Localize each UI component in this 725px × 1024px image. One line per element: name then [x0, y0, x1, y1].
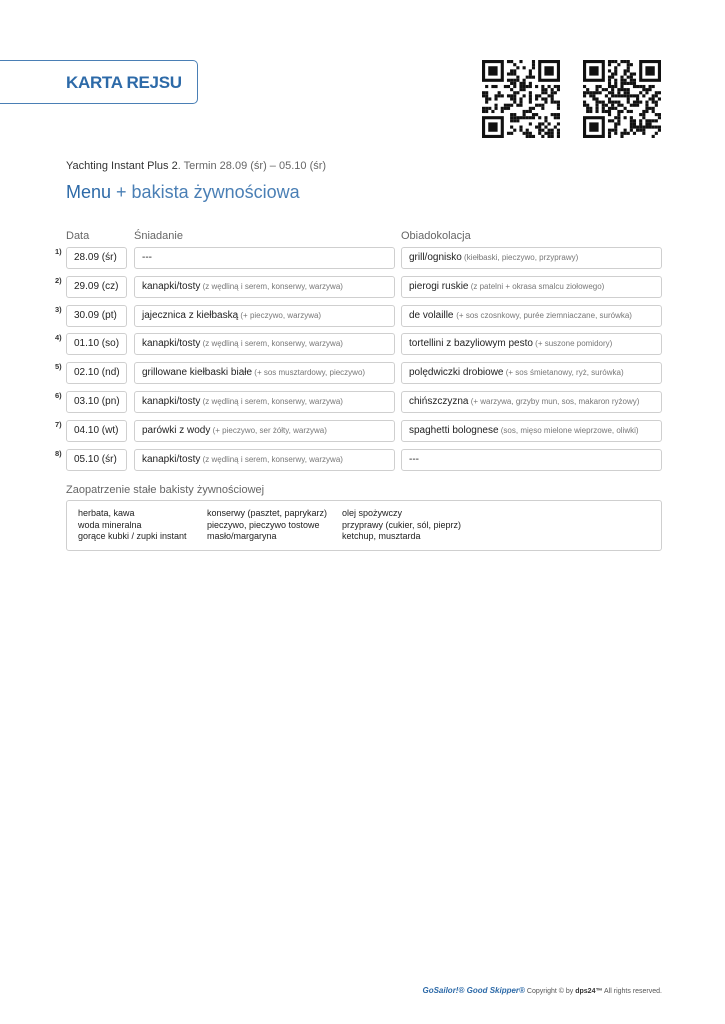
supply-item: masło/margaryna [207, 531, 277, 541]
breakfast-cell-note: (z wędliną i serem, konserwy, warzywa) [200, 455, 343, 464]
supply-item: konserwy (pasztet, paprykarz) [207, 508, 328, 518]
breakfast-cell-note: (+ sos musztardowy, pieczywo) [252, 368, 366, 377]
date-cell [66, 420, 127, 442]
dinner-cell [401, 449, 662, 471]
date-cell-text: 02.10 (nd) [74, 367, 120, 378]
footer-copyright: Copyright © by [524, 988, 576, 995]
menu-title-main: Menu [66, 182, 112, 202]
column-header-dinner: Obiadokolacja [401, 230, 471, 242]
dinner-cell [401, 362, 662, 384]
row-number: 5) [55, 362, 62, 371]
footer-rights: All rights reserved. [602, 988, 662, 995]
qr-code-2 [583, 60, 661, 138]
column-header-breakfast: Śniadanie [134, 230, 183, 242]
date-cell [66, 276, 127, 298]
dinner-cell [401, 333, 662, 355]
row-number: 7) [55, 420, 62, 429]
date-cell-text: 03.10 (pn) [74, 396, 120, 407]
qr-code-1 [482, 60, 560, 138]
footer-company: dps24™ [575, 988, 603, 995]
trip-subtitle [66, 160, 326, 172]
page-title: KARTA REJSU [66, 73, 182, 92]
dinner-cell-text: chińszczyzna [409, 396, 469, 407]
breakfast-cell-text: kanapki/tosty [142, 454, 201, 465]
supply-item: przyprawy (cukier, sól, pieprz) [342, 519, 462, 530]
supply-item: pieczywo, pieczywo tostowe [207, 519, 320, 530]
supply-item: ketchup, musztarda [342, 531, 421, 541]
date-cell-text: 04.10 (wt) [74, 425, 119, 436]
supply-item: herbata, kawa [78, 508, 135, 518]
dinner-cell-note: (sos, mięso mielone wieprzowe, oliwki) [498, 426, 639, 435]
breakfast-cell-text: --- [142, 252, 152, 263]
supplies-column-3 [342, 508, 461, 543]
trip-name: Yachting Instant Plus 2 [66, 160, 178, 172]
breakfast-cell-text: jajecznica z kiełbaską [142, 310, 239, 321]
date-cell [66, 305, 127, 327]
breakfast-cell-text: kanapki/tosty [142, 396, 201, 407]
row-number: 8) [55, 449, 62, 458]
dinner-cell [401, 276, 662, 298]
breakfast-cell-text: kanapki/tosty [142, 281, 201, 292]
supplies-heading: Zaopatrzenie stałe bakisty żywnościowej [66, 484, 265, 496]
date-cell [66, 362, 127, 384]
supplies-box [66, 500, 662, 551]
breakfast-cell [134, 420, 395, 442]
row-number: 3) [55, 305, 62, 314]
menu-title [66, 182, 300, 203]
dinner-cell-note: (+ sos czosnkowy, purée ziemniaczane, surówka) [456, 311, 632, 320]
title-box [0, 60, 198, 104]
dinner-cell-text: tortellini z bazyliowym pesto [409, 338, 533, 349]
breakfast-cell-text: parówki z wody [142, 425, 211, 436]
supplies-column-2 [207, 508, 327, 543]
supply-item: woda mineralna [78, 519, 142, 530]
menu-title-rest: + bakista żywnościowa [111, 182, 300, 202]
supplies-column-1 [78, 508, 187, 543]
dinner-cell [401, 247, 662, 269]
supply-item: olej spożywczy [342, 508, 403, 518]
dinner-cell-note: (+ warzywa, grzyby mun, sos, makaron ryżowy) [468, 397, 640, 406]
dinner-cell-note: (+ suszone pomidory) [532, 339, 613, 348]
supply-item: gorące kubki / zupki instant [78, 531, 187, 541]
breakfast-cell-text: grillowane kiełbaski białe [142, 367, 253, 378]
breakfast-cell [134, 247, 395, 269]
breakfast-cell [134, 305, 395, 327]
dinner-cell [401, 420, 662, 442]
dinner-cell-text: --- [409, 454, 419, 465]
breakfast-cell [134, 333, 395, 355]
date-cell-text: 29.09 (cz) [74, 281, 119, 292]
dinner-cell-text: pierogi ruskie [409, 281, 469, 292]
date-cell [66, 247, 127, 269]
dinner-cell-text: polędwiczki drobiowe [409, 367, 504, 378]
row-number: 2) [55, 276, 62, 285]
column-header-date: Data [66, 230, 90, 242]
footer [422, 986, 662, 995]
footer-brand: GoSailor!® Good Skipper® [422, 986, 525, 995]
trip-term: . Termin 28.09 (śr) – 05.10 (śr) [177, 160, 327, 172]
breakfast-cell-note: (z wędliną i serem, konserwy, warzywa) [200, 282, 343, 291]
date-cell-text: 30.09 (pt) [74, 310, 117, 321]
date-cell-text: 01.10 (so) [74, 338, 120, 349]
breakfast-cell-note: (z wędliną i serem, konserwy, warzywa) [200, 339, 343, 348]
dinner-cell-note: (z patelni + okrasa smalcu ziołowego) [468, 282, 605, 291]
breakfast-cell-text: kanapki/tosty [142, 338, 201, 349]
dinner-cell [401, 305, 662, 327]
breakfast-cell-note: (z wędliną i serem, konserwy, warzywa) [200, 397, 343, 406]
date-cell [66, 333, 127, 355]
dinner-cell-note: (kiełbaski, pieczywo, przyprawy) [461, 253, 579, 262]
dinner-cell-text: grill/ognisko [409, 252, 462, 263]
row-number: 1) [55, 247, 62, 256]
breakfast-cell [134, 449, 395, 471]
row-number: 6) [55, 391, 62, 400]
breakfast-cell [134, 362, 395, 384]
breakfast-cell-note: (+ pieczywo, ser żółty, warzywa) [210, 426, 327, 435]
dinner-cell-note: (+ sos śmietanowy, ryż, surówka) [503, 368, 624, 377]
dinner-cell [401, 391, 662, 413]
date-cell [66, 449, 127, 471]
date-cell [66, 391, 127, 413]
row-number: 4) [55, 333, 62, 342]
date-cell-text: 28.09 (śr) [74, 252, 117, 263]
dinner-cell-text: de volaille [409, 310, 457, 321]
breakfast-cell-note: (+ pieczywo, warzywa) [238, 311, 322, 320]
breakfast-cell [134, 391, 395, 413]
breakfast-cell [134, 276, 395, 298]
dinner-cell-text: spaghetti bolognese [409, 425, 499, 436]
date-cell-text: 05.10 (śr) [74, 454, 117, 465]
